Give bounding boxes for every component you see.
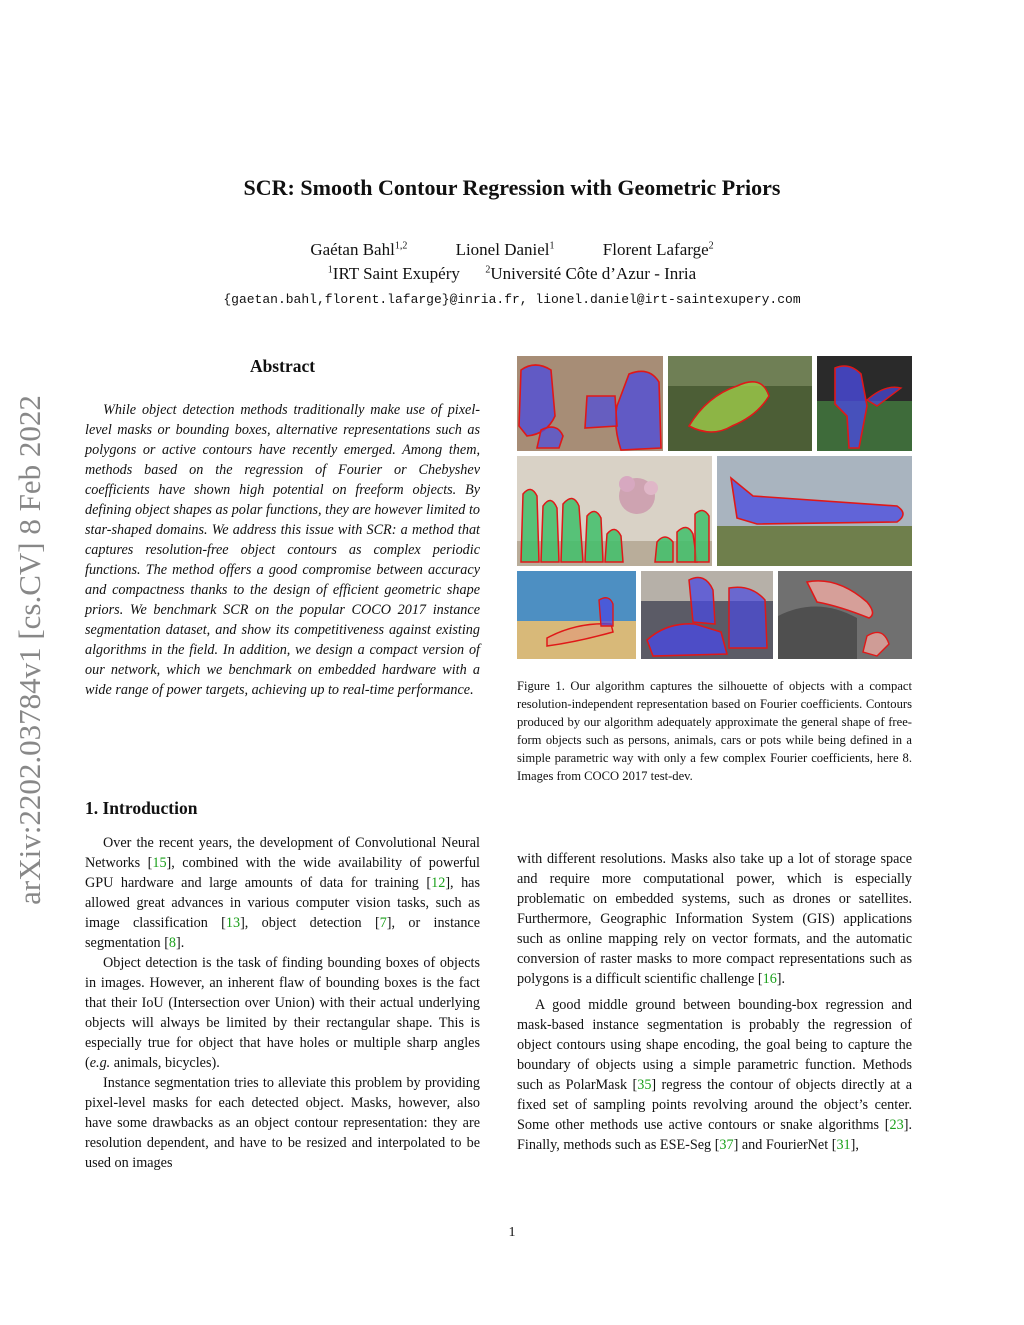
author-emails: {gaetan.bahl,florent.lafarge}@inria.fr, lionel.daniel@irt-saintexupery.com: [223, 292, 801, 307]
paper-title: SCR: Smooth Contour Regression with Geometric Priors: [243, 175, 781, 200]
abstract-heading: Abstract: [249, 356, 316, 376]
intro-heading: 1. Introduction: [85, 798, 198, 818]
citation[interactable]: 23: [889, 1117, 904, 1133]
citation[interactable]: 15: [152, 855, 167, 871]
citation[interactable]: 16: [762, 971, 777, 987]
right-column-body: [517, 849, 912, 1155]
figure-image-airplane: [717, 456, 912, 566]
author-2: Lionel Daniel$^1$: [455, 240, 555, 259]
abstract-body: While object detection methods traditionally make use of pixel-level masks or bounding boxes, alternative representations such as polygons or active contours have recently emerged. Among them, methods based on the regression of Fourier or Chebyshev coefficients have shown high potential on freeform objects. By defining object shapes as polar functions, they are however limited to star-shaped domains. We address this issue with SCR: a method that captures resolution-free object contours as complex periodic functions. The method offers a good compromise between accuracy and compactness thanks to the design of efficient geometric shape priors. We benchmark SCR on the popular COCO 2017 instance segmentation dataset, and show its competitiveness against existing algorithms in the field. In addition, we design a compact version of our network, which we benchmark on embedded hardware with a wide range of power targets, achieving up to real-time performance.: [85, 402, 480, 698]
figure-1: [517, 356, 912, 661]
figure-caption: Figure 1. Our algorithm captures the silhouette of objects with a compact resolution-independent representation based on Fourier coefficients. Contours produced by our algorithm adequately approximate the general shape of free-form objects such as persons, animals, cars or pots while being defined in a simple parametric way with only a few complex Fourier coefficients, here 8. Images from COCO 2017 test-dev.: [517, 679, 912, 783]
figure-image-beach: [517, 571, 636, 659]
citation[interactable]: 13: [225, 915, 241, 931]
right-paragraph-1: with different resolutions. Masks also take up a lot of storage space and require more computational power, which is especially problematic on embedded systems, such as drones or satellites. Furthermore, Geographic Information System (GIS) applications such as online mapping rely on vector formats, and the automatic conversion of raster masks to more compact representations such as polygons is a difficult scientific challenge [16].: [517, 851, 912, 987]
intro-paragraph-1: Over the recent years, the development of Convolutional Neural Networks [15], combined with the wide availability of powerful GPU hardware and large amounts of data for training [12], has allowed great advances in various computer vision tasks, such as image classification [13], object detection [7], or instance segmentation [8].: [85, 835, 481, 951]
author-3: Florent Lafarge$^2$: [602, 240, 714, 259]
figure-image-bird-rocks: [778, 571, 912, 659]
figure-image-vases: [517, 456, 712, 566]
arxiv-id: arXiv:2202.03784v1 [cs.CV] 8 Feb 2022: [12, 395, 47, 905]
intro-body: [85, 833, 480, 1173]
affiliations: $^1$IRT Saint Exupéry $^2$Université Côte d’Azur - Inria: [327, 264, 697, 283]
citation[interactable]: 7: [379, 915, 387, 931]
figure-image-animal-grass: [668, 356, 812, 451]
citation[interactable]: 12: [431, 875, 446, 891]
page-number: 1: [508, 1225, 516, 1240]
citation[interactable]: 8: [168, 935, 177, 951]
figure-image-people-table: [517, 356, 663, 451]
citation[interactable]: 35: [637, 1077, 652, 1093]
author-1: Gaétan Bahl$^{1,2}$: [310, 240, 408, 259]
intro-paragraph-2: Object detection is the task of finding bounding boxes of objects in images. However, an inherent flaw of bounding boxes is the fact that their IoU (Intersection over Union) with their actual underlying objects will always be limited by their rectangular shape. This is especially true for object that have holes or multiple sharp angles (e.g. animals, bicycles).: [85, 955, 480, 1071]
figure-image-motorcycle: [641, 571, 773, 659]
figure-image-tennis-player: [817, 356, 912, 451]
author-list: [0, 240, 1024, 260]
citation[interactable]: 31: [836, 1137, 851, 1153]
citation[interactable]: 37: [719, 1137, 734, 1153]
right-paragraph-2: A good middle ground between bounding-box regression and mask-based instance segmentation is probably the regression of object contours using shape encoding, the goal being to capture the boundary of objects using a simple parametric function. Methods such as PolarMask [35] regress the contour of objects directly at a fixed set of sampling points revolving around the object’s center. Some other methods use active contours or snake algorithms [23]. Finally, methods such as ESE-Seg [37] and FourierNet [31],: [517, 997, 913, 1153]
intro-paragraph-3: Instance segmentation tries to alleviate this problem by providing pixel-level masks for each detected object. Masks, however, also have some drawbacks as an object contour representation: they are resolution dependent, and have to be resized and interpolated to be used on images: [85, 1075, 480, 1171]
arxiv-sidebar: [10, 365, 50, 935]
